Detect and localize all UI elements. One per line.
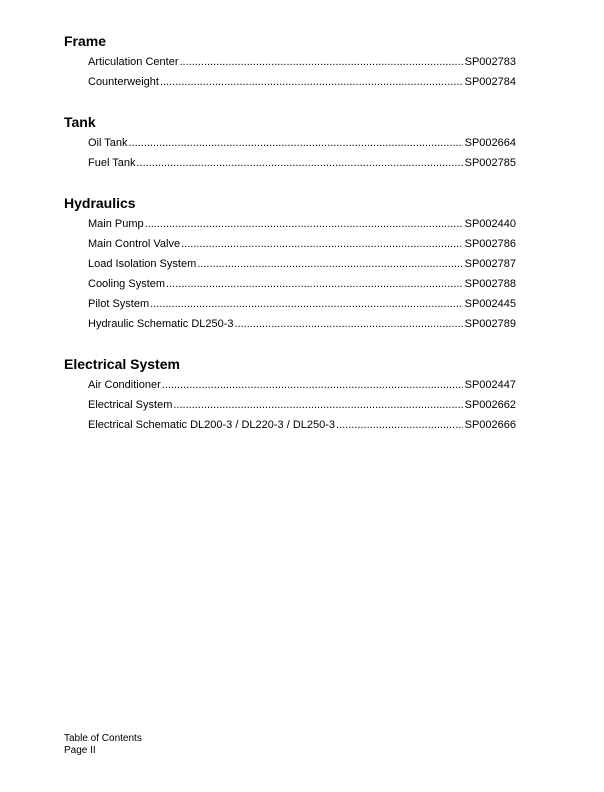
entry-code: SP002662 — [464, 399, 516, 411]
dot-leader — [129, 137, 463, 150]
section-title: Electrical System — [64, 356, 180, 372]
toc-entry[interactable] — [88, 238, 516, 251]
entry-label: Electrical Schematic DL200-3 / DL220-3 / DL250-3 — [88, 419, 336, 431]
footer-page-number: Page II — [64, 745, 96, 756]
dot-leader — [162, 379, 463, 392]
entry-code: SP002785 — [464, 157, 516, 169]
entry-code: SP002787 — [464, 258, 516, 270]
entry-label: Main Control Valve — [88, 238, 181, 250]
dot-leader — [336, 419, 463, 432]
entry-code: SP002664 — [464, 137, 516, 149]
entry-code: SP002788 — [464, 278, 516, 290]
entry-label: Cooling System — [88, 278, 166, 290]
entry-code: SP002447 — [464, 379, 516, 391]
section-tank — [64, 114, 516, 177]
toc-entry[interactable] — [88, 278, 516, 291]
entry-code: SP002789 — [464, 318, 516, 330]
toc-entry[interactable] — [88, 157, 516, 170]
entry-label: Hydraulic Schematic DL250-3 — [88, 318, 234, 330]
section-hydraulics — [64, 195, 516, 338]
section-title: Hydraulics — [64, 195, 136, 211]
entry-label: Counterweight — [88, 76, 159, 88]
dot-leader — [150, 298, 462, 311]
entry-code: SP002786 — [464, 238, 516, 250]
toc-entry[interactable] — [88, 137, 516, 150]
dot-leader — [181, 238, 462, 251]
toc-entry[interactable] — [88, 318, 516, 331]
dot-leader — [197, 258, 462, 271]
page-footer — [64, 733, 142, 757]
dot-leader — [166, 278, 463, 291]
dot-leader — [160, 76, 463, 89]
entry-label: Pilot System — [88, 298, 150, 310]
section-title: Tank — [64, 114, 96, 130]
entry-label: Air Conditioner — [88, 379, 161, 391]
toc-entry[interactable] — [88, 218, 516, 231]
entry-label: Electrical System — [88, 399, 173, 411]
toc-entry[interactable] — [88, 379, 516, 392]
entry-code: SP002445 — [464, 298, 516, 310]
toc-entry[interactable] — [88, 56, 516, 69]
entry-label: Main Pump — [88, 218, 144, 230]
entry-code: SP002666 — [464, 419, 516, 431]
toc-entry[interactable] — [88, 399, 516, 412]
toc-entry[interactable] — [88, 258, 516, 271]
entry-code: SP002783 — [464, 56, 516, 68]
dot-leader — [173, 399, 462, 412]
section-frame — [64, 33, 516, 96]
toc-entry[interactable] — [88, 419, 516, 432]
toc-entry[interactable] — [88, 76, 516, 89]
dot-leader — [180, 56, 463, 69]
footer-title: Table of Contents — [64, 733, 142, 744]
dot-leader — [137, 157, 463, 170]
entry-label: Load Isolation System — [88, 258, 197, 270]
entry-code: SP002784 — [464, 76, 516, 88]
dot-leader — [235, 318, 463, 331]
dot-leader — [145, 218, 463, 231]
toc-entry[interactable] — [88, 298, 516, 311]
entry-label: Fuel Tank — [88, 157, 136, 169]
section-electrical-system — [64, 356, 516, 439]
entry-code: SP002440 — [464, 218, 516, 230]
section-title: Frame — [64, 33, 107, 49]
entry-label: Articulation Center — [88, 56, 179, 68]
entry-label: Oil Tank — [88, 137, 128, 149]
